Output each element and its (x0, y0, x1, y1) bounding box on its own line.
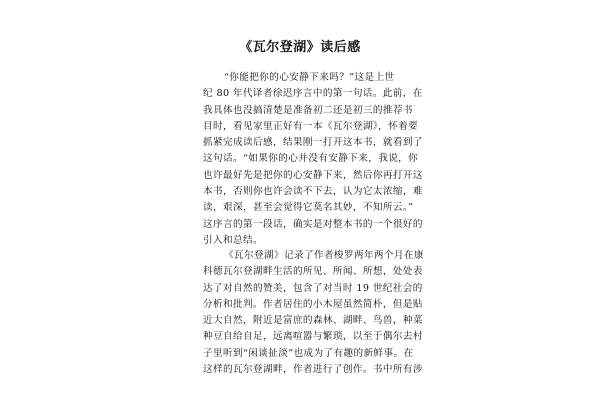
text-line: 近大自然，附近是富庶的森林、湖畔、鸟兽，种菜 (203, 315, 423, 327)
text-line: 我具体也没搞清楚是准备初二还是初三的推荐书 (203, 104, 413, 116)
text-line: 《瓦尔登湖》记录了作者梭罗两年两个月在康 (224, 250, 424, 261)
text-line: 这序言的第一段话，确实是对整本书的一个很好的 (203, 218, 423, 230)
text-line: 也许最好先是把你的心安静下来，然后你再打开这 (203, 169, 423, 181)
text-line: 科德瓦尔登湖畔生活的所见、所闻、所想，处处表 (203, 266, 423, 278)
text-line: 这样的瓦尔登湖畔，作者进行了创作。书中所有涉 (203, 364, 423, 376)
text-line: 目时，看见家里正好有一本《瓦尔登湖》，怀着要 (203, 120, 419, 132)
text-line: 种豆自给自足，远离喧嚣与繁琐，以至于偶尔去村 (203, 331, 423, 343)
text-line: 读，艰深，甚至会觉得它莫名其妙，不知所云。” (203, 202, 414, 214)
text-line: 子里听到“闲谈扯淡”也成为了有趣的新鲜事。在 (203, 347, 414, 359)
document-title: 《瓦尔登湖》读后感 (239, 40, 361, 55)
text-line: 分析和批判。作者居住的小木屋虽然简朴，但是贴 (203, 298, 423, 310)
paragraph-2 (203, 248, 424, 378)
paragraph-1 (203, 70, 423, 249)
text-line: 这句话。“如果你的心并没有安静下来，我说，你 (203, 153, 419, 165)
text-line: 纪 80 年代译者徐迟序言中的第一句话。此前，在 (203, 88, 423, 100)
text-line: 引入和总结。 (203, 234, 263, 246)
text-line: 达了对自然的赞美，包含了对当时 19 世纪社会的 (203, 282, 423, 294)
text-line: 本书，否则你也许会读不下去，认为它太浓缩，难 (203, 186, 423, 198)
text-line: 抓紧完成读后感，结果刚一打开这本书，就看到了 (203, 137, 423, 149)
text-line: “你能把你的心安静下来吗？”这是上世 (224, 72, 395, 83)
